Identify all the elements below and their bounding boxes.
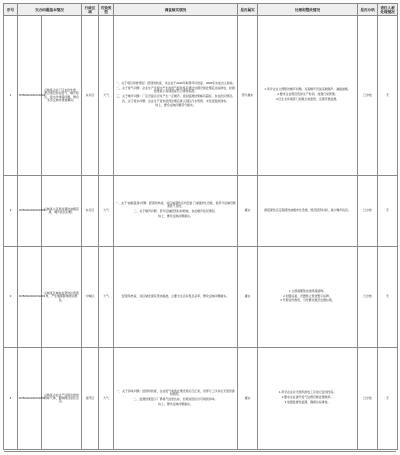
investigation-paragraph: 二、关于废气问题：企业生产过程中产生的废气经收集后通过处理设施处理后达标排放，检测结果显示各项指标符合排放标准。 [116,85,235,93]
cell-code: D350402021061805 [18,348,42,450]
investigation-paragraph: 三、关于噪声问题：厂区设备运行时产生一定噪声，夜间监测结果略有超标，存在扰民情况。 [116,93,235,98]
investigation-paragraph: 二、监测结果显示厂界臭气浓度达标，但周边居民仍可闻到异味。 [133,396,218,401]
cell-complaint: 反映某区域存在焚烧垃圾现象，产生烟雾影响周边居民。 [42,247,82,348]
cell-investigation [114,16,238,176]
header-investigation: 调查核实情况 [114,4,238,16]
cell-punish: 无 [378,348,398,450]
investigation-paragraph: 一、关于项目审批情况：经现场核查，该企业于2019年取得环评批复，2020年完成自主验收。 [115,80,236,85]
cell-done: 已办结 [358,16,378,176]
handling-paragraph: 督促餐饮店定期清洗油烟净化设施，规范经营时间，减少噪声扰民。 [264,207,351,212]
header-verdict: 是否属实 [238,4,258,16]
cell-verdict: 部分属实 [238,16,258,176]
cell-punish: 无 [378,247,398,348]
cell-district: 东川区 [82,16,99,176]
handling-paragraph: 1.立即清理焚烧现场残留物。 [288,288,327,293]
investigation-paragraph: 二、关于噪声问题：部分店铺经营时间较晚，存在噪声扰民情况。 [133,209,218,214]
cell-complaint: 反映某企业生产过程中排放异味气体，影响周边居民生活。 [42,348,82,450]
table-row [4,348,398,450]
handling-paragraph: 2.加强巡查，设置禁止焚烧警示标牌。 [283,293,332,298]
cell-no: 3 [4,247,18,348]
handling-paragraph: 2.要求企业提升废气处理设施处理效率。 [281,395,334,400]
cell-code: D350402021061803 [18,176,42,247]
cell-investigation [114,348,238,450]
cell-code: D350402021061802 [18,16,42,176]
cell-verdict: 属实 [238,247,258,348]
header-type: 污染类型 [99,4,114,16]
table-header-row [4,4,398,16]
investigation-paragraph: 综上，群众反映问题属实。 [158,214,193,219]
table-row [4,247,398,348]
cell-district: 东川区 [82,176,99,247]
cell-punish: 无 [378,16,398,176]
header-complaint: 交办问题基本情况 [18,4,82,16]
header-done: 是否办结 [358,4,378,16]
investigation-paragraph: 四、关于废水问题：企业生产废水经预处理后排入园区污水管网，未发现直排现象。 [122,98,229,103]
investigation-paragraph: 一、关于异味问题：经现场核查，企业废气收集处理设施运行正常，但部分工序存在无组织排放情况。 [116,388,235,396]
table-row [4,176,398,247]
cell-done: 已办结 [358,348,378,450]
cell-punish: 无 [378,176,398,247]
investigation-paragraph: 一、关于"油烟直排"问题：经现场核查，该区域餐饮店均安装了油烟净化设施，但部分店铺设施清洗不及时。 [115,201,236,209]
cell-done: 已办结 [358,176,378,247]
cell-handling [258,176,358,247]
cell-verdict: 属实 [238,176,258,247]
header-no: 序号 [4,4,18,16]
handling-paragraph: 3.开展宣传教育，引导群众规范处置垃圾。 [280,298,335,303]
cell-district: 中城区 [82,247,99,348]
cell-no: 1 [4,16,18,176]
cell-complaint: 反映某企业厂区未批先建，建设项目存在废气、噪声扰民，废水外排等问题，群众多次反映未得到解决。 [42,16,82,176]
cell-investigation [114,247,238,348]
complaint-table [3,3,398,450]
investigation-paragraph: 经现场核查，该区域发现有焚烧痕迹，主要为生活垃圾及杂草，群众反映问题属实。 [122,293,229,298]
cell-district: 南开区 [82,348,99,450]
header-punish: 责任人被处理情况 [378,4,398,16]
handling-paragraph: 3.区生态环境部门加强日常监管，定期开展监测。 [275,96,340,101]
handling-paragraph: 1.责令企业立即整改噪声问题，对高噪声设备采取隔声、减振措施。 [264,87,351,92]
cell-no: 4 [4,348,18,450]
handling-paragraph: 2.要求企业规范夜间生产时间，加强日常管理。 [277,92,338,97]
cell-type: 大气 [99,176,114,247]
cell-done: 已办结 [358,247,378,348]
table-row [4,16,398,176]
handling-paragraph: 3.加强监督性监测，确保达标排放。 [284,399,331,404]
cell-complaint: 反映某小区周边餐饮油烟直排，噪声扰民问题。 [42,176,82,247]
cell-type: 大气 [99,247,114,348]
cell-handling [258,16,358,176]
cell-verdict: 属实 [238,348,258,450]
cell-code: D350402021061804 [18,247,42,348]
cell-investigation [114,176,238,247]
investigation-paragraph: 综上，群众反映问题部分属实。 [155,103,196,108]
cell-handling [258,348,358,450]
cell-type: 大气 [99,348,114,450]
cell-handling [258,247,358,348]
investigation-paragraph: 综上，群众反映问题属实。 [158,401,193,406]
header-district: 行政区域 [82,4,99,16]
cell-no: 2 [4,176,18,247]
handling-paragraph: 1.责令企业对无组织排放工序进行密闭改造。 [278,390,337,395]
header-handling: 处理和整改情况 [258,4,358,16]
cell-type: 大气 [99,16,114,176]
page-footer-rule [4,451,396,455]
